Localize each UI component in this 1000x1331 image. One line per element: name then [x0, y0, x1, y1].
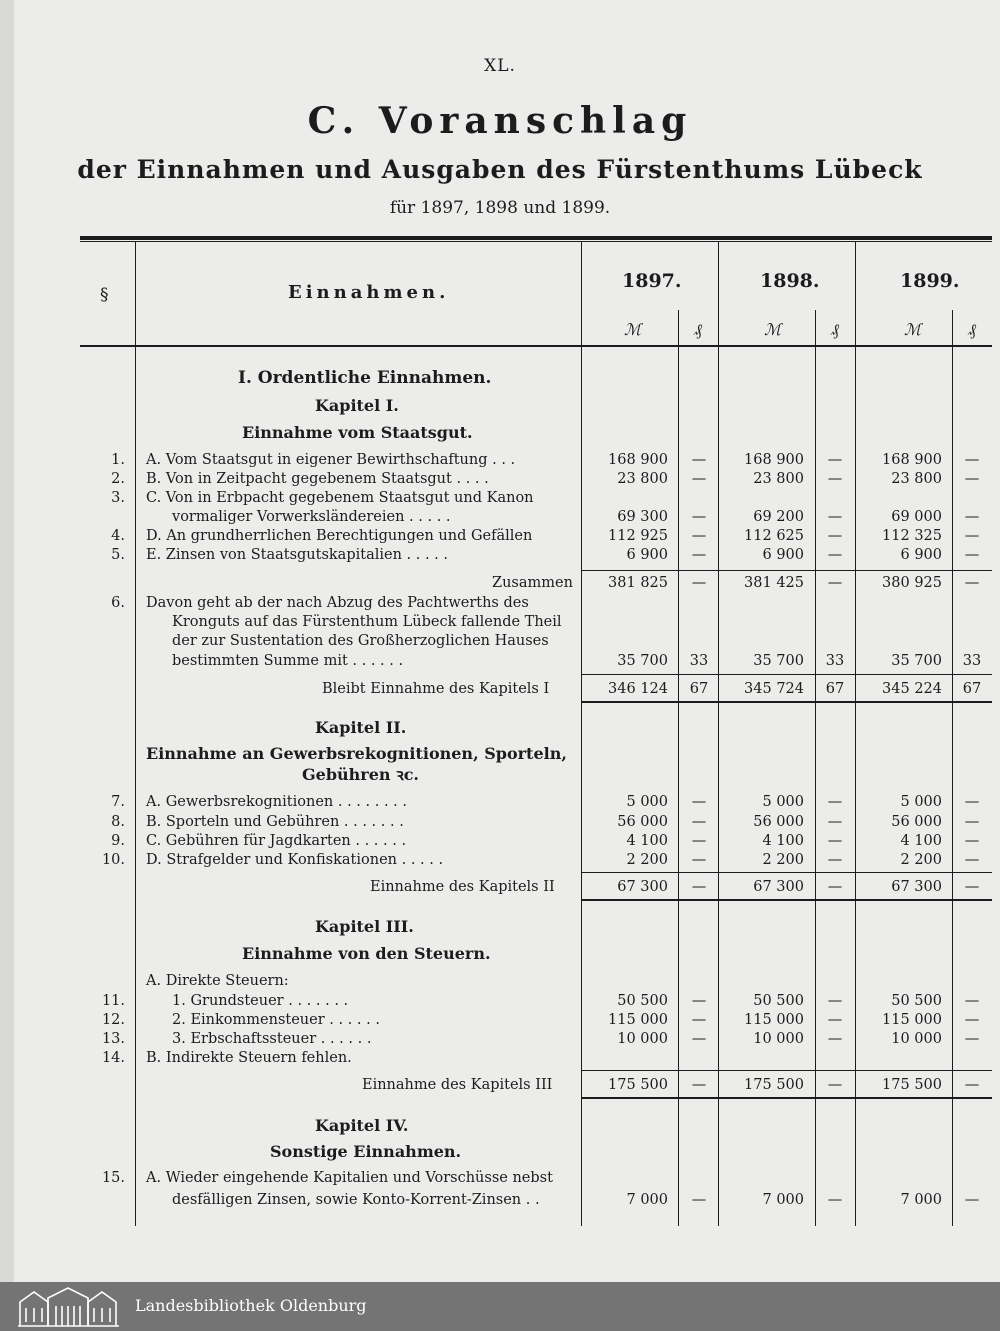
- value-1897: 115 000: [608, 1012, 668, 1028]
- value-1899-pf: —: [964, 452, 980, 468]
- sum-1899-pf: —: [964, 575, 980, 591]
- value-1899: 10 000: [891, 1031, 942, 1047]
- remain-label: Bleibt Einnahme des Kapitels I: [322, 681, 550, 697]
- value-1898-pf: —: [827, 1192, 843, 1208]
- value-1899: 2 200: [900, 852, 942, 868]
- row-text: B. Von in Zeitpacht gegebenem Staatsgut . . . .: [146, 471, 489, 487]
- total-1898: 67 300: [753, 879, 804, 895]
- value-1897: 35 700: [617, 653, 668, 669]
- value-1898-pf: —: [827, 1012, 843, 1028]
- sum-1897: 381 825: [608, 575, 668, 591]
- sum-1899: 380 925: [882, 575, 942, 591]
- value-1898-pf: —: [827, 471, 843, 487]
- value-1899: 69 000: [891, 509, 942, 525]
- year-1897-header: 1897.: [622, 270, 682, 292]
- value-1897: 6 900: [626, 547, 668, 563]
- page-edge: [0, 0, 14, 1282]
- sum-1897-pf: —: [691, 575, 707, 591]
- row-text: E. Zinsen von Staatsgutskapitalien . . . . .: [146, 547, 449, 563]
- value-1898-pf: —: [827, 833, 843, 849]
- row-text: A. Vom Staatsgut in eigener Bewirthschaftung . . .: [146, 452, 516, 468]
- row-text: vormaliger Vorwerksländereien . . . . .: [172, 509, 451, 525]
- table-top-rule: [80, 236, 992, 240]
- value-1898: 5 000: [762, 794, 804, 810]
- pf-unit: ₰: [831, 320, 839, 339]
- row-text: C. Von in Erbpacht gegebenem Staatsgut und Kanon: [146, 490, 534, 506]
- total-1899-pf: —: [964, 1077, 980, 1093]
- value-1899-pf: —: [964, 852, 980, 868]
- col-divider: [581, 241, 582, 1226]
- value-1899-pf: —: [964, 547, 980, 563]
- row-number: 9.: [111, 833, 125, 849]
- mark-unit: ℳ: [904, 320, 922, 339]
- value-1899-pf: —: [964, 993, 980, 1009]
- kapitel-2-subtitle: Einnahme an Gewerbsrekognitionen, Sporteln,: [146, 744, 567, 763]
- total-1897: 67 300: [617, 879, 668, 895]
- row-text: 1. Grundsteuer . . . . . . .: [172, 993, 349, 1009]
- total-1898-pf: —: [827, 1077, 843, 1093]
- kapitel-1-title: Kapitel I.: [315, 396, 399, 415]
- value-1897-pf: 33: [689, 653, 709, 669]
- value-1899: 23 800: [891, 471, 942, 487]
- value-1899-pf: —: [964, 794, 980, 810]
- total-rule: [581, 872, 992, 873]
- value-1897-pf: —: [691, 1192, 707, 1208]
- row-text: D. Strafgelder und Konfiskationen . . . . .: [146, 852, 444, 868]
- total-1897-pf: —: [691, 879, 707, 895]
- section-symbol-header: §: [100, 285, 109, 305]
- col-divider: [855, 241, 856, 1226]
- value-1897-pf: —: [691, 528, 707, 544]
- value-1897: 7 000: [626, 1192, 668, 1208]
- value-1899-pf: —: [964, 471, 980, 487]
- value-1899: 7 000: [900, 1192, 942, 1208]
- value-1898: 6 900: [762, 547, 804, 563]
- col-divider: [678, 310, 679, 1226]
- kapitel-1-subtitle: Einnahme vom Staatsgut.: [242, 423, 473, 442]
- value-1899-pf: —: [964, 814, 980, 830]
- value-1897: 4 100: [626, 833, 668, 849]
- mark-unit: ℳ: [764, 320, 782, 339]
- value-1898-pf: —: [827, 528, 843, 544]
- kapitel-2-subtitle-2: Gebühren ꝛc.: [302, 765, 420, 784]
- total-double-rule: [581, 701, 992, 703]
- year-1899-header: 1899.: [900, 270, 960, 292]
- row-text: B. Sporteln und Gebühren . . . . . . .: [146, 814, 404, 830]
- row-text: bestimmten Summe mit . . . . . .: [172, 653, 404, 669]
- row-text: A. Gewerbsrekognitionen . . . . . . . .: [146, 794, 407, 810]
- total-rule: [581, 1070, 992, 1071]
- value-1897-pf: —: [691, 471, 707, 487]
- total-1899-pf: —: [964, 879, 980, 895]
- value-1898-pf: —: [827, 452, 843, 468]
- value-1898: 56 000: [753, 814, 804, 830]
- row-text: Davon geht ab der nach Abzug des Pachtwerths des: [146, 595, 529, 611]
- value-1897-pf: —: [691, 452, 707, 468]
- total-double-rule: [581, 899, 992, 901]
- row-number: 4.: [111, 528, 125, 544]
- total-1898-pf: —: [827, 879, 843, 895]
- value-1898-pf: —: [827, 509, 843, 525]
- kapitel-2-total-label: Einnahme des Kapitels II: [370, 879, 555, 895]
- value-1898-pf: —: [827, 794, 843, 810]
- value-1897-pf: —: [691, 547, 707, 563]
- row-number: 3.: [111, 490, 125, 506]
- value-1897: 168 900: [608, 452, 668, 468]
- remain-1899-pf: 67: [962, 681, 982, 697]
- document-title: C. Voranschlag: [307, 100, 693, 142]
- row-number: 13.: [101, 1031, 125, 1047]
- kapitel-3-subtitle: Einnahme von den Steuern.: [242, 944, 491, 963]
- value-1899-pf: —: [964, 1031, 980, 1047]
- pf-unit: ₰: [968, 320, 976, 339]
- years-line: für 1897, 1898 und 1899.: [389, 198, 611, 218]
- remain-1897-pf: 67: [689, 681, 709, 697]
- value-1899-pf: —: [964, 509, 980, 525]
- value-1897: 112 925: [608, 528, 668, 544]
- value-1898-pf: —: [827, 814, 843, 830]
- sum-1898-pf: —: [827, 575, 843, 591]
- kapitel-4-subtitle: Sonstige Einnahmen.: [270, 1142, 462, 1161]
- kapitel-3-total-label: Einnahme des Kapitels III: [362, 1077, 553, 1093]
- pf-unit: ₰: [694, 320, 702, 339]
- row-number: 2.: [111, 471, 125, 487]
- row-number: 5.: [111, 547, 125, 563]
- row-text: der zur Sustentation des Großherzoglichen Hauses: [172, 633, 549, 649]
- library-footer: [0, 1282, 1000, 1331]
- col-divider: [718, 241, 719, 1226]
- value-1897-pf: —: [691, 833, 707, 849]
- total-rule: [581, 674, 992, 675]
- value-1899: 5 000: [900, 794, 942, 810]
- value-1898: 69 200: [753, 509, 804, 525]
- value-1897-pf: —: [691, 852, 707, 868]
- value-1899: 56 000: [891, 814, 942, 830]
- row-number: 14.: [101, 1050, 125, 1066]
- value-1898-pf: —: [827, 547, 843, 563]
- value-1898-pf: —: [827, 993, 843, 1009]
- value-1899: 50 500: [891, 993, 942, 1009]
- kapitel-4-title: Kapitel IV.: [315, 1116, 409, 1135]
- value-1898: 2 200: [762, 852, 804, 868]
- value-1897: 50 500: [617, 993, 668, 1009]
- value-1897-pf: —: [691, 1031, 707, 1047]
- income-header: Einnahmen.: [288, 282, 450, 303]
- value-1897-pf: —: [691, 1012, 707, 1028]
- value-1899: 115 000: [882, 1012, 942, 1028]
- value-1898: 168 900: [744, 452, 804, 468]
- row-number: 8.: [111, 814, 125, 830]
- sum-rule: [581, 570, 992, 571]
- row-text: A. Wieder eingehende Kapitalien und Vorschüsse nebst: [146, 1170, 553, 1186]
- total-double-rule: [581, 1097, 992, 1099]
- remain-1897: 346 124: [608, 681, 668, 697]
- row-text: B. Indirekte Steuern fehlen.: [146, 1050, 352, 1066]
- value-1899: 112 325: [882, 528, 942, 544]
- value-1897: 5 000: [626, 794, 668, 810]
- sum-1898: 381 425: [744, 575, 804, 591]
- remain-1899: 345 224: [882, 681, 942, 697]
- row-number: 7.: [111, 794, 125, 810]
- value-1897-pf: —: [691, 993, 707, 1009]
- remain-1898: 345 724: [744, 681, 804, 697]
- value-1898-pf: 33: [825, 653, 845, 669]
- row-number: 12.: [101, 1012, 125, 1028]
- value-1898: 50 500: [753, 993, 804, 1009]
- value-1898: 35 700: [753, 653, 804, 669]
- value-1897: 69 300: [617, 509, 668, 525]
- col-divider: [135, 241, 136, 1226]
- value-1899: 168 900: [882, 452, 942, 468]
- kapitel-2-title: Kapitel II.: [315, 718, 407, 737]
- row-number: 10.: [101, 852, 125, 868]
- kapitel-3-title: Kapitel III.: [315, 917, 414, 936]
- total-1898: 175 500: [744, 1077, 804, 1093]
- value-1897-pf: —: [691, 509, 707, 525]
- row-text: D. An grundherrlichen Berechtigungen und Gefällen: [146, 528, 533, 544]
- row-number: 6.: [111, 595, 125, 611]
- library-building-icon: [16, 1286, 121, 1328]
- value-1897-pf: —: [691, 794, 707, 810]
- library-name: Landesbibliothek Oldenburg: [135, 1296, 367, 1315]
- value-1898: 23 800: [753, 471, 804, 487]
- value-1897: 23 800: [617, 471, 668, 487]
- direct-taxes-label: A. Direkte Steuern:: [146, 973, 289, 989]
- row-number: 11.: [101, 993, 125, 1009]
- page-number: XL.: [484, 56, 516, 76]
- document-subtitle: der Einnahmen und Ausgaben des Fürstenthums Lübeck: [77, 155, 923, 184]
- value-1899-pf: —: [964, 1192, 980, 1208]
- value-1898: 4 100: [762, 833, 804, 849]
- value-1899: 4 100: [900, 833, 942, 849]
- year-1898-header: 1898.: [760, 270, 820, 292]
- value-1898: 115 000: [744, 1012, 804, 1028]
- sum-label: Zusammen: [492, 575, 573, 591]
- value-1897: 10 000: [617, 1031, 668, 1047]
- row-text: Kronguts auf das Fürstenthum Lübeck fallende Theil: [172, 614, 562, 630]
- row-text: 2. Einkommensteuer . . . . . .: [172, 1012, 380, 1028]
- value-1899: 35 700: [891, 653, 942, 669]
- value-1897: 2 200: [626, 852, 668, 868]
- row-text: 3. Erbschaftssteuer . . . . . .: [172, 1031, 372, 1047]
- value-1899-pf: —: [964, 1012, 980, 1028]
- total-1899: 67 300: [891, 879, 942, 895]
- value-1898-pf: —: [827, 852, 843, 868]
- total-1899: 175 500: [882, 1077, 942, 1093]
- value-1899: 6 900: [900, 547, 942, 563]
- value-1898: 10 000: [753, 1031, 804, 1047]
- value-1898: 7 000: [762, 1192, 804, 1208]
- total-1897: 175 500: [608, 1077, 668, 1093]
- remain-1898-pf: 67: [825, 681, 845, 697]
- value-1899-pf: —: [964, 833, 980, 849]
- value-1898-pf: —: [827, 1031, 843, 1047]
- mark-unit: ℳ: [624, 320, 642, 339]
- row-text: C. Gebühren für Jagdkarten . . . . . .: [146, 833, 407, 849]
- value-1898: 112 625: [744, 528, 804, 544]
- total-1897-pf: —: [691, 1077, 707, 1093]
- value-1897-pf: —: [691, 814, 707, 830]
- value-1899-pf: —: [964, 528, 980, 544]
- value-1897: 56 000: [617, 814, 668, 830]
- row-text: desfälligen Zinsen, sowie Konto-Korrent-Zinsen . .: [172, 1192, 540, 1208]
- part-heading: I. Ordentliche Einnahmen.: [238, 368, 492, 388]
- row-number: 1.: [111, 452, 125, 468]
- row-number: 15.: [101, 1170, 125, 1186]
- value-1899-pf: 33: [962, 653, 982, 669]
